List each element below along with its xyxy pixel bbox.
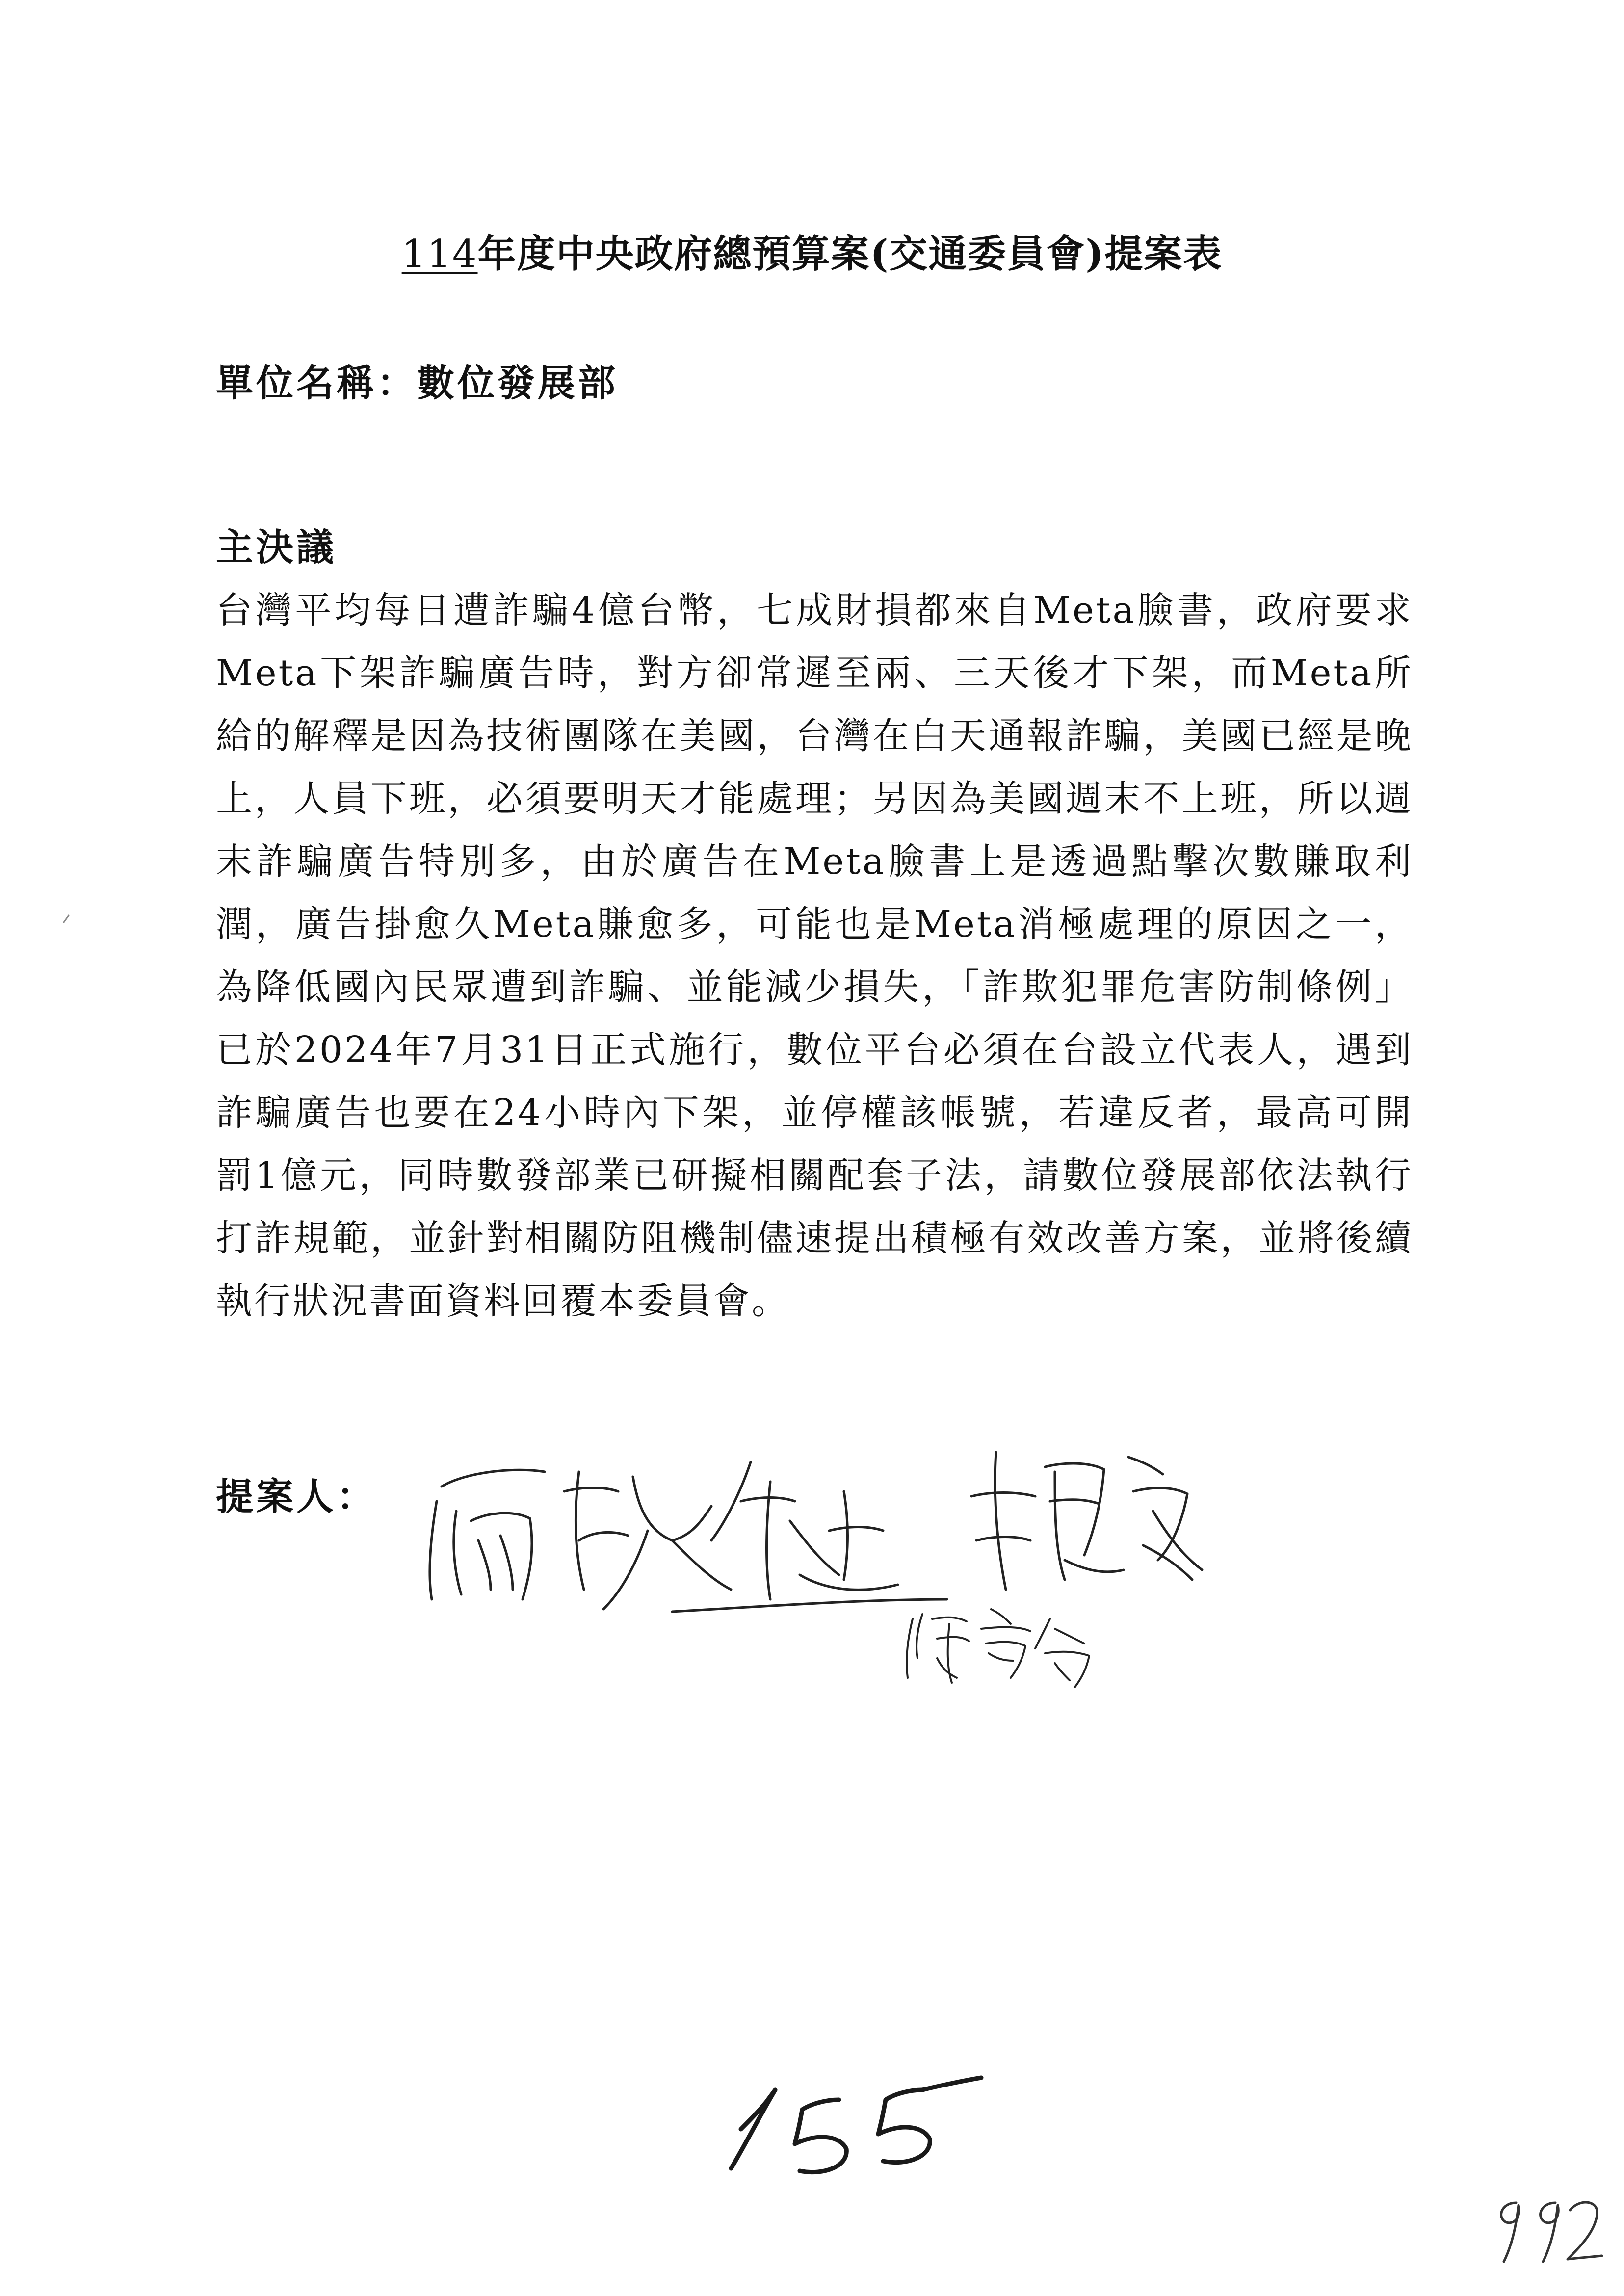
budget-year: 114: [401, 232, 478, 276]
unit-label: 單位名稱：: [216, 361, 417, 405]
handwritten-file-number: [1487, 2188, 1604, 2267]
document-title: [0, 223, 1624, 278]
proposer-label: 提案人：: [216, 1475, 377, 1518]
signature-1: [430, 1462, 947, 1612]
title-text: 年度中央政府總預算案(交通委員會)提案表: [477, 232, 1223, 276]
proposer-signatures: [417, 1413, 1227, 1688]
handwritten-page-number: [711, 2070, 986, 2178]
unit-line: [216, 353, 618, 407]
signature-2: [971, 1452, 1202, 1590]
scan-mark: [61, 913, 71, 925]
signature-3: [907, 1609, 1089, 1688]
resolution-body: 台灣平均每日遭詐騙4億台幣，七成財損都來自Meta臉書，政府要求Meta下架詐騙廣告時，對方卻常遲至兩、三天後才下架，而Meta所給的解釋是因為技術團隊在美國，台灣在白天通報詐騙，美國已經是晚上，人員下班，必須要明天才能處理；另因為美國週末不上班，所以週末詐騙廣告特別多，由於廣告在Meta臉書上是透過點擊次數賺取利潤，廣告掛愈久Meta賺愈多，可能也是Meta消極處理的原因之一，為降低國內民眾遭到詐騙、並能減少損失，「詐欺犯罪危害防制條例」已於2024年7月31日正式施行，數位平台必須在台設立代表人，遇到詐騙廣告也要在24小時內下架，並停權該帳號，若違反者，最高可開罰1億元，同時數發部業已研擬相關配套子法，請數位發展部依法執行打詐規範，並針對相關防阻機制儘速提出積極有效改善方案，並將後續執行狀況書面資料回覆本委員會。: [216, 589, 1413, 1322]
resolution-heading: 主決議: [216, 525, 337, 569]
unit-value: 數位發展部: [417, 361, 618, 405]
